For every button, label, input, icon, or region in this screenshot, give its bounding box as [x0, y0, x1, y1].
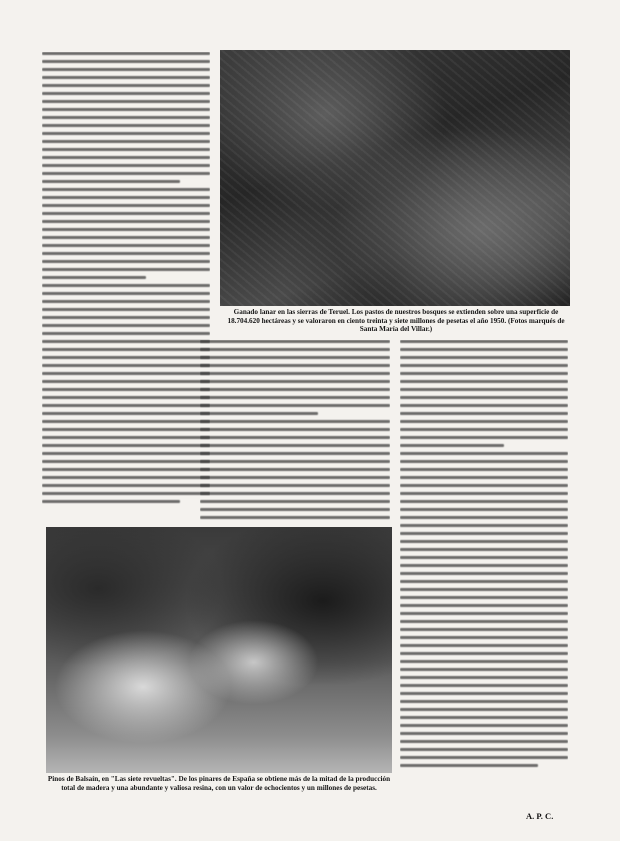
teruel-sheep-photo — [220, 50, 570, 306]
column-middle-text — [200, 340, 390, 522]
author-signature: A. P. C. — [526, 811, 554, 821]
column-top-left-text — [42, 52, 210, 522]
balsain-photo-caption: Pinos de Balsaín, en "Las siete revueltas". De los pinares de España se obtiene más de la mitad de la producción total de madera y una abundante y valiosa resina, con un valor de ochocientos y un millones de pesetas. — [47, 775, 391, 792]
column-right-text — [400, 340, 568, 810]
teruel-photo-caption: Ganado lanar en las sierras de Teruel. Los pastos de nuestros bosques se extienden sobre una superficie de 18.704.620 hectáreas y se valoraron en ciento treinta y siete millones de pesetas el año 1950. (Fotos marqués de Santa María del Villar.) — [227, 308, 565, 334]
balsain-pines-photo — [46, 527, 392, 773]
